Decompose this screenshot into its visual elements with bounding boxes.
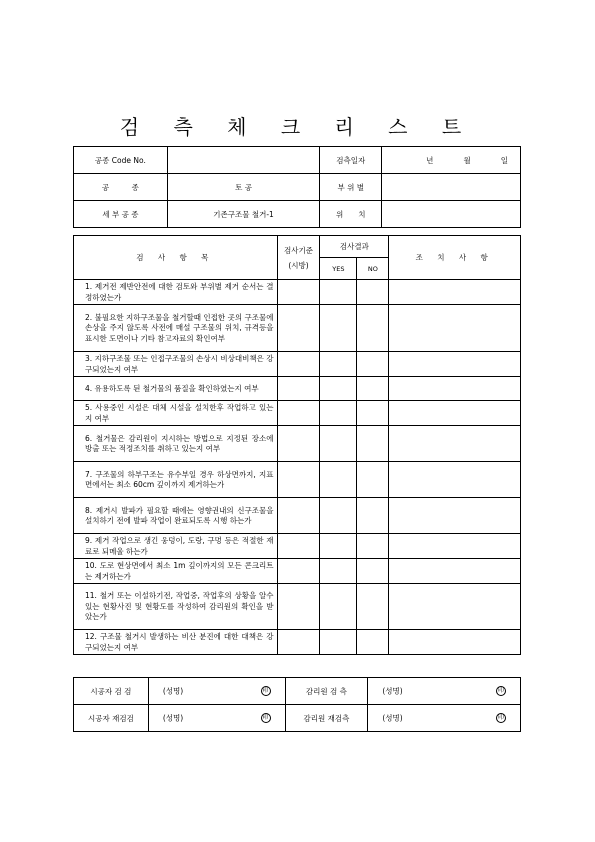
item-text: 12. 구조물 철거시 발생하는 비산 분진에 대한 대책은 강구되었는지 여부 <box>74 630 278 655</box>
criteria-cell[interactable] <box>277 401 320 426</box>
item-text: 9. 제거 작업으로 생긴 웅덩이, 도랑, 구멍 등은 적절한 재료로 되메울 하는가 <box>74 534 278 559</box>
criteria-cell[interactable] <box>277 630 320 655</box>
action-cell[interactable] <box>389 377 521 401</box>
part-value-field[interactable] <box>382 174 521 201</box>
table-row <box>74 559 521 584</box>
no-checkbox[interactable] <box>357 534 389 559</box>
supervisor-inspection-signature[interactable] <box>368 678 521 705</box>
table-row <box>74 534 521 559</box>
no-checkbox[interactable] <box>357 630 389 655</box>
no-checkbox[interactable] <box>357 462 389 498</box>
checklist-table <box>73 235 521 655</box>
yes-checkbox[interactable] <box>320 352 357 377</box>
date-day-label: 일 <box>500 155 508 165</box>
item-text: 1. 제거전 제반안전에 대한 검토와 부위별 제거 순서는 결정하였는가 <box>74 280 278 305</box>
yes-checkbox[interactable] <box>320 584 357 630</box>
criteria-cell[interactable] <box>277 498 320 534</box>
seal-icon: 印 <box>262 687 269 694</box>
yes-checkbox[interactable] <box>320 630 357 655</box>
no-checkbox[interactable] <box>357 426 389 462</box>
criteria-cell[interactable] <box>277 352 320 377</box>
part-label: 부 위 별 <box>320 174 382 201</box>
contractor-reinspection-signature[interactable] <box>148 705 285 732</box>
table-row <box>74 280 521 305</box>
date-month-label: 월 <box>463 155 471 165</box>
table-row <box>74 584 521 630</box>
work-value: 토 공 <box>167 174 320 201</box>
item-text: 10. 도로 현상면에서 최소 1m 깊이까지의 모든 콘크리트는 제거하는가 <box>74 559 278 584</box>
action-cell[interactable] <box>389 280 521 305</box>
item-text: 11. 철거 또는 이설하기전, 작업중, 작업후의 상황을 알수 있는 현황사진 및 현황도를 작성하여 감리원의 확인을 받았는가 <box>74 584 278 630</box>
detail-value: 기존구조물 철거-1 <box>167 201 320 228</box>
work-label: 공 종 <box>74 174 168 201</box>
table-row <box>74 401 521 426</box>
yes-checkbox[interactable] <box>320 498 357 534</box>
no-checkbox[interactable] <box>357 584 389 630</box>
contractor-inspection-signature[interactable] <box>148 678 285 705</box>
location-label: 위 치 <box>320 201 382 228</box>
item-text: 4. 유용하도록 된 철거물의 품질을 확인하였는지 여부 <box>74 377 278 401</box>
action-cell[interactable] <box>389 352 521 377</box>
detail-label: 세 부 공 종 <box>74 201 168 228</box>
table-row <box>74 426 521 462</box>
page-title: 검 측 체 크 리 스 트 <box>119 115 476 139</box>
action-cell[interactable] <box>389 630 521 655</box>
yes-checkbox[interactable] <box>320 305 357 352</box>
action-cell[interactable] <box>389 534 521 559</box>
contractor-reinspection-label: 시공자 재검검 <box>74 705 149 732</box>
table-row <box>74 305 521 352</box>
no-checkbox[interactable] <box>357 352 389 377</box>
criteria-cell[interactable] <box>277 462 320 498</box>
criteria-cell[interactable] <box>277 426 320 462</box>
no-checkbox[interactable] <box>357 377 389 401</box>
item-text: 2. 불필요한 지하구조물을 철거할때 인접한 곳의 구조물에 손상을 주지 않도록 사전에 매설 구조물의 위치, 규격등을 표시한 도면이나 기타 참고자료의 확인여부 <box>74 305 278 352</box>
yes-checkbox[interactable] <box>320 401 357 426</box>
action-cell[interactable] <box>389 584 521 630</box>
criteria-cell[interactable] <box>277 377 320 401</box>
action-cell[interactable] <box>389 559 521 584</box>
criteria-cell[interactable] <box>277 584 320 630</box>
criteria-header-line1: 검사기준 <box>283 245 313 255</box>
code-value-field[interactable] <box>167 147 320 174</box>
yes-checkbox[interactable] <box>320 377 357 401</box>
no-checkbox[interactable] <box>357 280 389 305</box>
seal-icon: 印 <box>497 687 504 694</box>
date-label: 검측일자 <box>320 147 382 174</box>
yes-checkbox[interactable] <box>320 559 357 584</box>
date-year-label: 년 <box>426 155 434 165</box>
no-checkbox[interactable] <box>357 498 389 534</box>
no-checkbox[interactable] <box>357 559 389 584</box>
date-value-field[interactable] <box>382 147 521 174</box>
contractor-inspection-label: 시공자 검 검 <box>74 678 149 705</box>
name-label: (성명) <box>382 713 403 723</box>
criteria-header-line2: (시방) <box>288 260 309 270</box>
action-cell[interactable] <box>389 401 521 426</box>
item-text: 5. 사용중인 시설은 대체 시설을 설치한후 작업하고 있는지 여부 <box>74 401 278 426</box>
no-checkbox[interactable] <box>357 401 389 426</box>
item-text: 7. 구조물의 하부구조는 유수부일 경우 하상면까지, 지표면에서는 최소 60cm 깊이까지 제거하는가 <box>74 462 278 498</box>
action-cell[interactable] <box>389 426 521 462</box>
yes-checkbox[interactable] <box>320 280 357 305</box>
table-row <box>74 377 521 401</box>
action-cell[interactable] <box>389 305 521 352</box>
no-header: NO <box>357 258 389 280</box>
result-header: 검사결과 <box>320 236 389 258</box>
signature-table <box>73 677 521 732</box>
supervisor-reinspection-label: 감리원 재검측 <box>285 705 368 732</box>
name-label: (성명) <box>382 686 403 696</box>
action-cell[interactable] <box>389 462 521 498</box>
criteria-cell[interactable] <box>277 559 320 584</box>
header-info-table <box>73 146 521 228</box>
seal-icon: 印 <box>262 714 269 721</box>
seal-icon: 印 <box>497 714 504 721</box>
yes-checkbox[interactable] <box>320 462 357 498</box>
criteria-cell[interactable] <box>277 280 320 305</box>
item-text: 8. 제거시 발파가 필요할 때에는 영향권내의 신구조물을 설치하기 전에 발파 작업이 완료되도록 시행 하는가 <box>74 498 278 534</box>
yes-checkbox[interactable] <box>320 426 357 462</box>
table-row <box>74 352 521 377</box>
no-checkbox[interactable] <box>357 305 389 352</box>
item-text: 3. 지하구조물 또는 인접구조물의 손상시 비상대비책은 강구되었는지 여부 <box>74 352 278 377</box>
supervisor-reinspection-signature[interactable] <box>368 705 521 732</box>
table-row <box>74 498 521 534</box>
name-label: (성명) <box>162 713 184 723</box>
criteria-cell[interactable] <box>277 534 320 559</box>
items-header: 검 사 항 목 <box>74 236 278 280</box>
criteria-cell[interactable] <box>277 305 320 352</box>
table-row <box>74 630 521 655</box>
name-label: (성명) <box>162 686 184 696</box>
action-cell[interactable] <box>389 498 521 534</box>
table-row <box>74 462 521 498</box>
action-header: 조 치 사 항 <box>389 236 521 280</box>
criteria-header <box>277 236 320 280</box>
yes-checkbox[interactable] <box>320 534 357 559</box>
code-label: 공종 Code No. <box>74 147 168 174</box>
supervisor-inspection-label: 감리원 검 측 <box>285 678 368 705</box>
location-value-field[interactable] <box>382 201 521 228</box>
item-text: 6. 철거물은 감리원이 지시하는 방법으로 지정된 장소에 방출 또는 적정조치를 취하고 있는지 여부 <box>74 426 278 462</box>
yes-header: YES <box>320 258 357 280</box>
